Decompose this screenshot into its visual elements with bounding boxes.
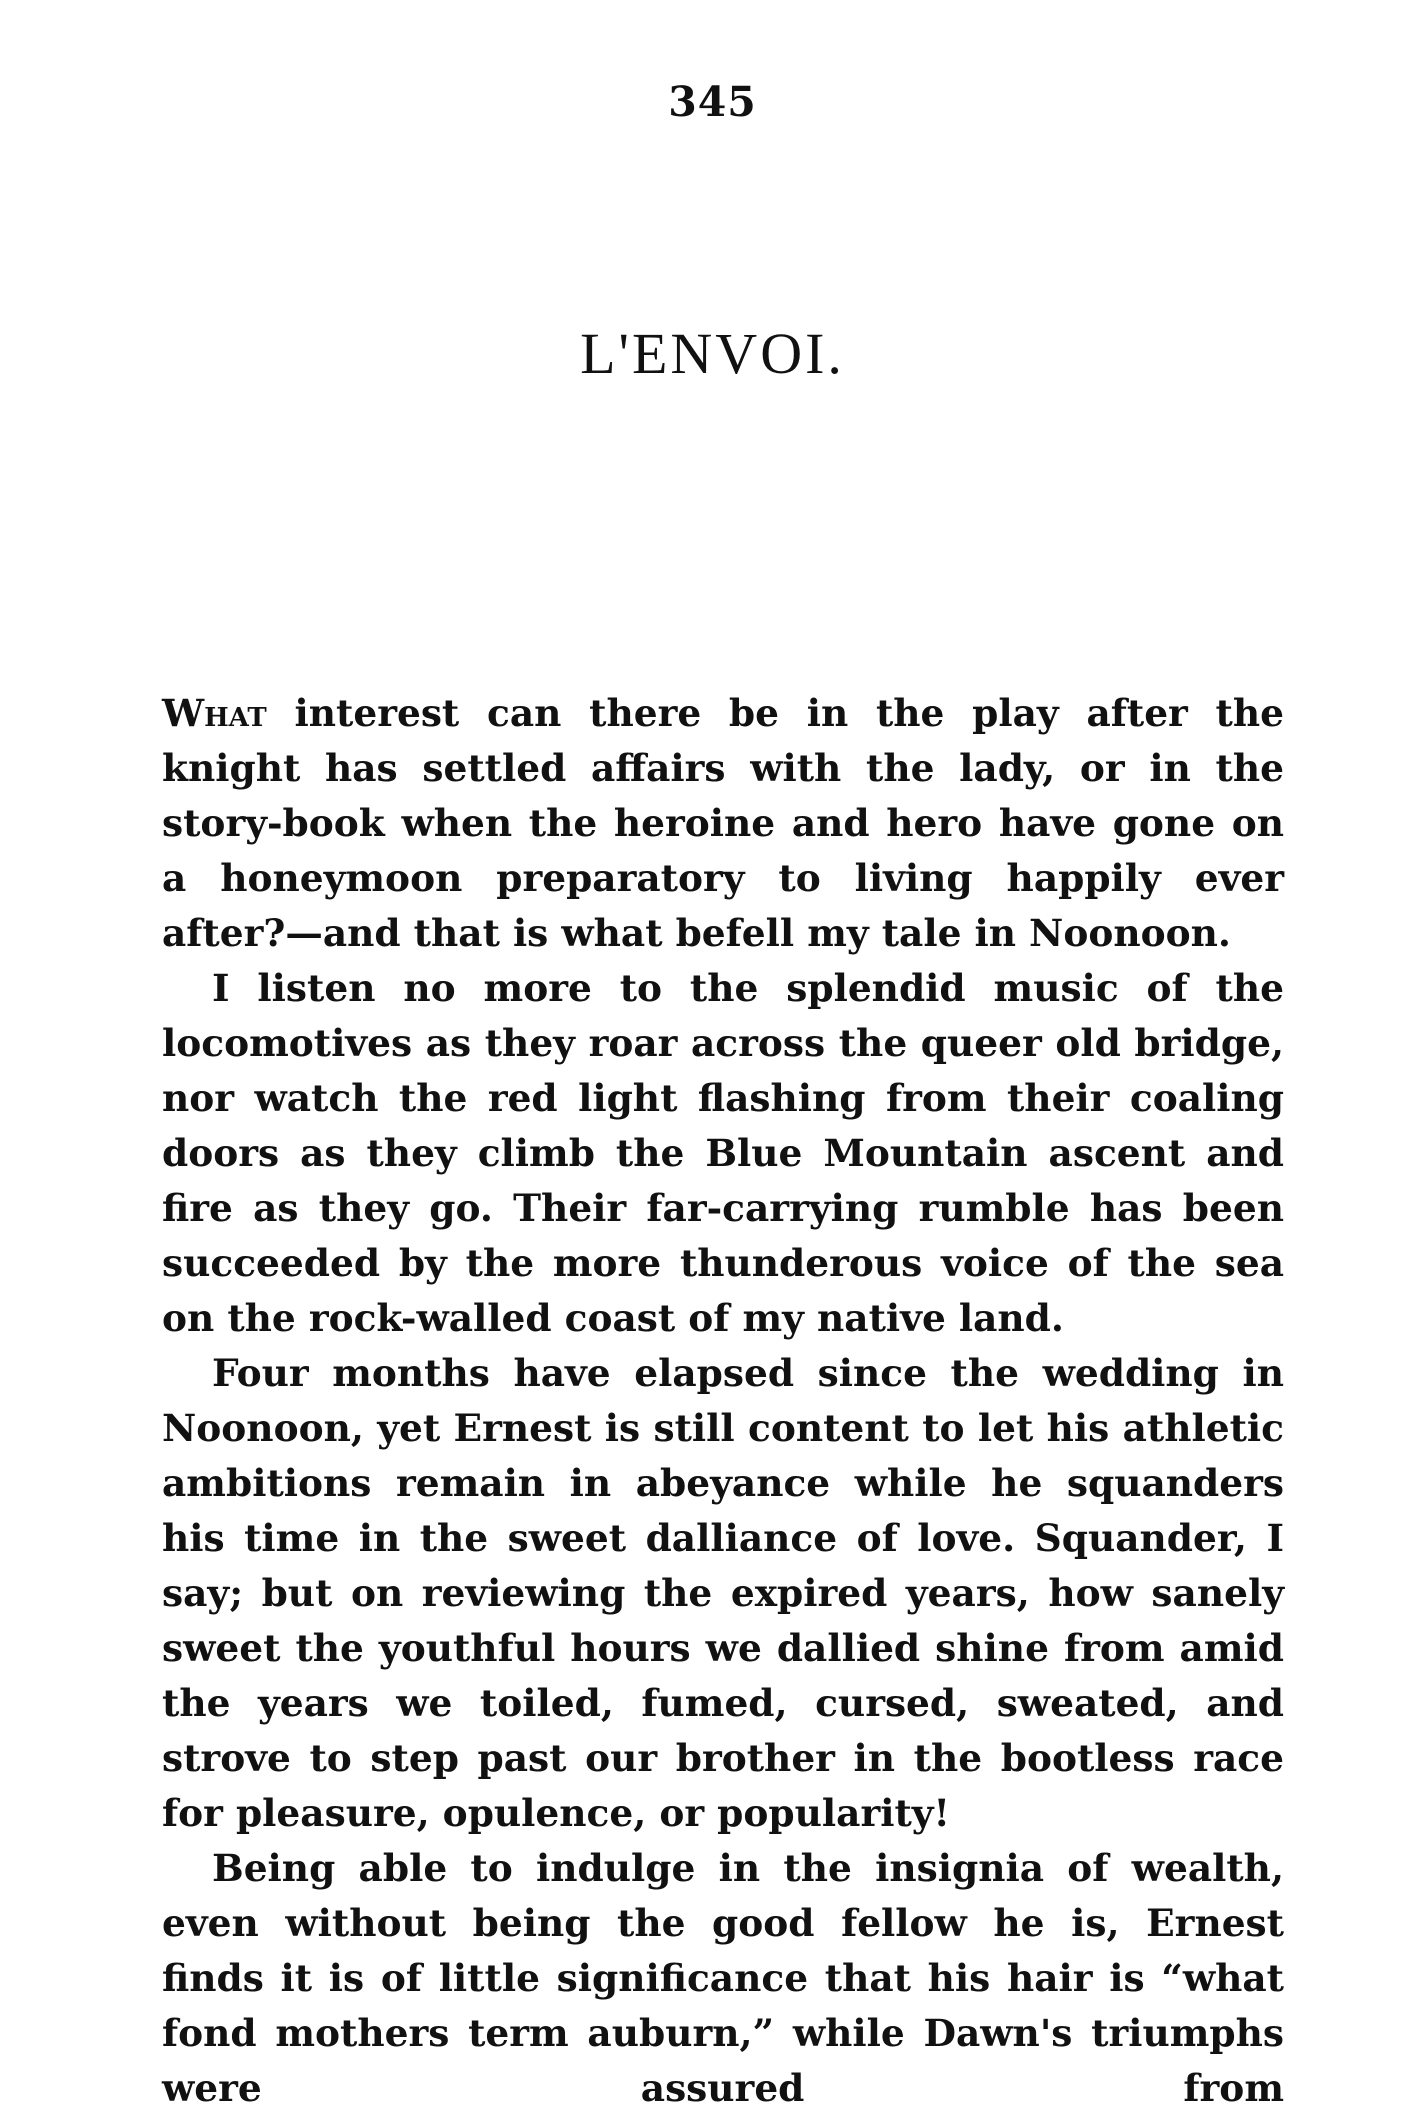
chapter-title: L'ENVOI. [580,321,845,386]
page-number: 345 [668,78,757,126]
paragraph-3: Four months have elapsed since the wedding in Noonoon, yet Ernest is still content to let his athletic ambitions remain in abeyance while he squanders his time in the sweet dalliance of love. Squander, I say; but on reviewing the expired years, how sanely sweet the youthful hours we dallied shine from amid the years we toiled, fumed, cursed, sweated, and strove to step past our brother in the bootless race for pleasure, opulence, or popularity! [162,1351,1284,1835]
chapter-body [162,686,1284,2116]
paragraph-4: Being able to indulge in the insignia of wealth, even without being the good fellow he is, Ernest finds it is of little significance that his hair is “what fond mothers term auburn,” while Dawn's triumphs were assured from [162,1846,1284,2110]
paragraph-2: I listen no more to the splendid music of the locomotives as they roar across the queer old bridge, nor watch the red light flashing from their coaling doors as they climb the Blue Mountain ascent and fire as they go. Their far-carrying rumble has been succeeded by the more thunderous voice of the sea on the rock-walled coast of my native land. [162,966,1284,1340]
paragraph-lead-word: What [162,691,267,735]
paragraph-1 [162,686,1284,961]
paragraph-text: interest can there be in the play after the knight has settled affairs with the lady, or in the story-book when the heroine and hero have gone on a honeymoon preparatory to living happily ever after?—and that is what befell my tale in Noonoon. [162,691,1284,955]
